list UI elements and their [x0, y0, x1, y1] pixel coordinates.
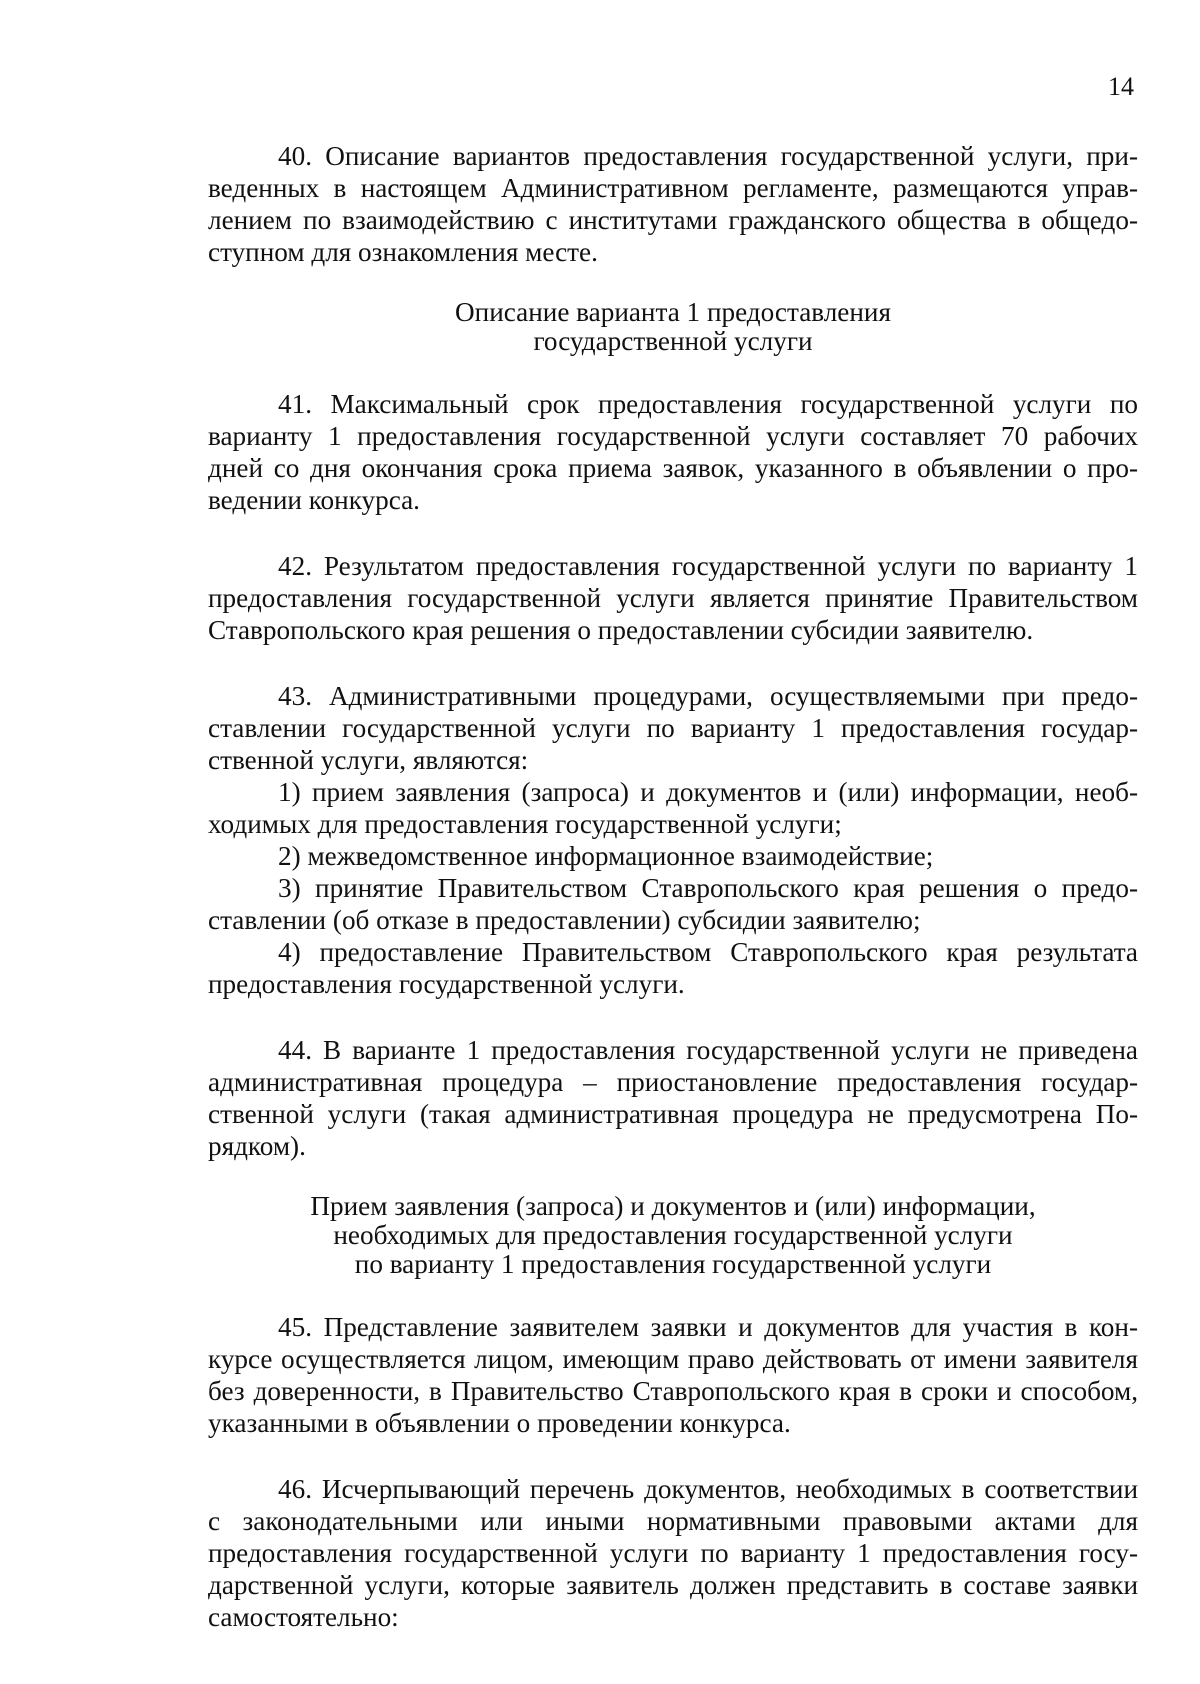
paragraph-45: 45. Представление заявителем заявки и документов для участия в конкурсе осуществляется лицом, имеющим право действовать от имени заявителя без доверенности, в Правительство Ставропольского края в сроки и способом, указанными в объявлении о проведении конкурса. [208, 1312, 1138, 1438]
section-heading-application-intake [208, 1192, 1138, 1279]
paragraph-43: 43. Административными процедурами, осуществляемыми при предоставлении государственной услуги по варианту 1 предоставления государственной услуги, являются: [208, 681, 1138, 775]
heading-line: Описание варианта 1 предоставления [455, 297, 891, 327]
heading-line: необходимых для предоставления государственной услуги [333, 1220, 1013, 1250]
section-heading-variant-1 [208, 298, 1138, 356]
page-number: 14 [1108, 72, 1134, 101]
paragraph-40: 40. Описание вариантов предоставления государственной услуги, приведенных в настоящем Административном регламенте, размещаются управлением по взаимодействию с институтами гражданского общества в общедоступном для ознакомления месте. [208, 141, 1138, 267]
paragraph-44: 44. В варианте 1 предоставления государственной услуги не приведена административная процедура – приостановление предоставления государственной услуги (такая административная процедура не предусмотрена Порядком). [208, 1035, 1138, 1161]
heading-line: государственной услуги [533, 326, 813, 356]
heading-line: по варианту 1 предоставления государственной услуги [354, 1249, 992, 1279]
paragraph-42: 42. Результатом предоставления государственной услуги по варианту 1 предоставления государственной услуги является принятие Правительством Ставропольского края решения о предоставлении субсидии заявителю. [208, 551, 1138, 645]
paragraph-46: 46. Исчерпывающий перечень документов, необходимых в соответствии с законодательными или иными нормативными правовыми актами для предоставления государственной услуги по варианту 1 предоставления государственной услуги, которые заявитель должен представить в составе заявки самостоятельно: [208, 1474, 1138, 1632]
document-body [208, 140, 1138, 1633]
heading-line: Прием заявления (запроса) и документов и (или) информации, [310, 1191, 1036, 1221]
list-item-3: 3) принятие Правительством Ставропольского края решения о предоставлении (об отказе в предоставлении) субсидии заявителю; [208, 873, 1138, 935]
list-item-2: 2) межведомственное информационное взаимодействие; [278, 841, 934, 871]
list-item-4: 4) предоставление Правительством Ставропольского края результата предоставления государственной услуги. [208, 937, 1138, 999]
list-item-1: 1) прием заявления (запроса) и документов и (или) информации, необходимых для предоставления государственной услуги; [208, 777, 1138, 839]
paragraph-41: 41. Максимальный срок предоставления государственной услуги по варианту 1 предоставления государственной услуги составляет 70 рабочих дней со дня окончания срока приема заявок, указанного в объявлении о проведении конкурса. [208, 389, 1138, 515]
